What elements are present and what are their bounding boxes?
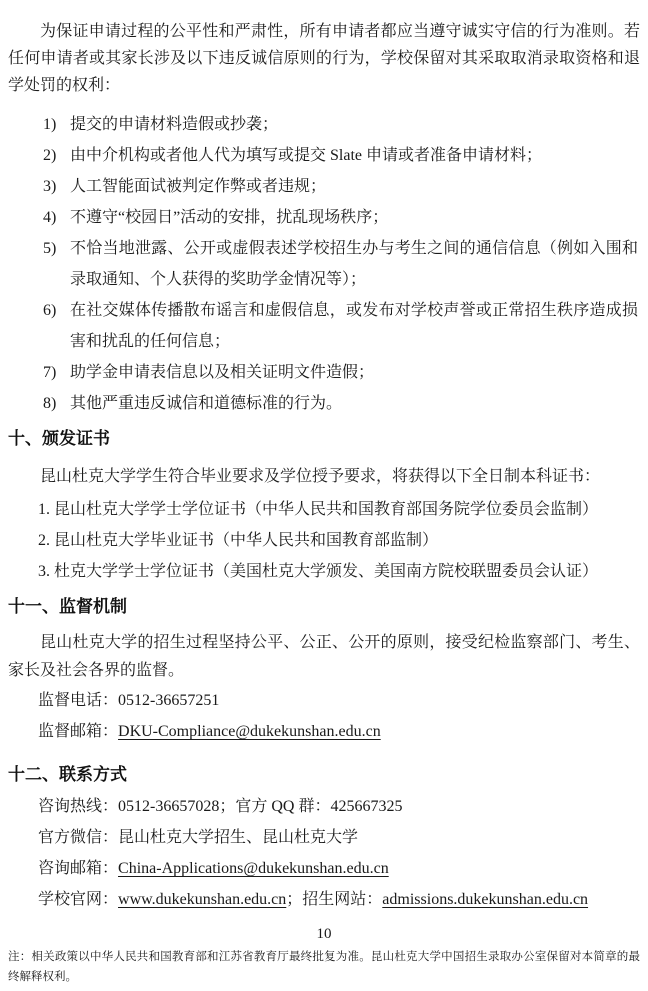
- violation-number: 3): [43, 178, 57, 195]
- contact-wechat-line: [38, 822, 640, 853]
- supervision-email-label: 监督邮箱：: [38, 723, 119, 740]
- violation-number: 6): [43, 302, 57, 319]
- contact-hotline-line: [38, 791, 640, 822]
- violation-item: [8, 357, 640, 388]
- violation-number: 4): [43, 209, 57, 226]
- contact-qq-value: 425667325: [330, 798, 403, 815]
- violation-item: [8, 233, 640, 295]
- contact-website-label: 学校官网：: [38, 891, 119, 908]
- contact-email-line: [38, 853, 640, 884]
- violation-item: [8, 140, 640, 171]
- supervision-intro: 昆山杜克大学的招生过程坚持公平、公正、公开的原则，接受纪检监察部门、考生、家长及社会各界的监督。: [8, 634, 640, 679]
- footnote: 注：相关政策以中华人民共和国教育部和江苏省教育厅最终批复为准。昆山杜克大学中国招生录取办公室保留对本简章的最终解释权利。: [8, 951, 640, 983]
- contact-email-link[interactable]: China-Applications@dukekunshan.edu.cn: [118, 860, 389, 877]
- supervision-email-link[interactable]: DKU-Compliance@dukekunshan.edu.cn: [118, 723, 381, 740]
- violation-text: 人工智能面试被判定作弊或者违规；: [70, 178, 327, 195]
- supervision-phone-value: 0512-36657251: [118, 692, 220, 709]
- section-heading-supervision: 十一、监督机制: [8, 597, 127, 616]
- contact-admissions-label: ；招生网站：: [286, 891, 383, 908]
- violation-list: [8, 109, 640, 419]
- contact-qq-label: ；官方 QQ 群：: [219, 798, 331, 815]
- contact-wechat-label: 官方微信：: [38, 829, 119, 846]
- violation-number: 5): [43, 240, 57, 257]
- violation-item: [8, 295, 640, 357]
- contact-email-label: 咨询邮箱：: [38, 860, 119, 877]
- violation-text: 助学金申请表信息以及相关证明文件造假；: [70, 364, 375, 381]
- supervision-phone-label: 监督电话：: [38, 692, 119, 709]
- certificate-item: 3. 杜克大学学士学位证书（美国杜克大学颁发、美国南方院校联盟委员会认证）: [38, 563, 599, 580]
- supervision-email-line: [38, 716, 640, 747]
- contact-hotline-value: 0512-36657028: [118, 798, 220, 815]
- violation-text: 在社交媒体传播散布谣言和虚假信息，或发布对学校声誉或正常招生秩序造成损害和扰乱的任何信息；: [70, 302, 638, 350]
- contact-website-link[interactable]: www.dukekunshan.edu.cn: [118, 891, 287, 908]
- violation-item: [8, 171, 640, 202]
- contact-admissions-link[interactable]: admissions.dukekunshan.edu.cn: [382, 891, 589, 908]
- violation-text: 提交的申请材料造假或抄袭；: [70, 116, 279, 133]
- certificate-item: 2. 昆山杜克大学毕业证书（中华人民共和国教育部监制）: [38, 532, 439, 549]
- contact-hotline-label: 咨询热线：: [38, 798, 119, 815]
- contact-website-line: [38, 884, 640, 915]
- violation-number: 1): [43, 116, 57, 133]
- violation-text: 其他严重违反诚信和道德标准的行为。: [70, 395, 343, 412]
- contact-wechat-value: 昆山杜克大学招生、昆山杜克大学: [118, 829, 359, 846]
- violation-item: [8, 388, 640, 419]
- certificates-intro: 昆山杜克大学学生符合毕业要求及学位授予要求，将获得以下全日制本科证书：: [40, 468, 601, 485]
- violation-item: [8, 109, 640, 140]
- integrity-intro-paragraph: 为保证申请过程的公平性和严肃性，所有申请者都应当遵守诚实守信的行为准则。若任何申请者或其家长涉及以下违反诚信原则的行为，学校保留对其采取取消录取资格和退学处罚的权利：: [8, 23, 640, 94]
- section-heading-certificates: 十、颁发证书: [8, 429, 110, 448]
- violation-text: 不恰当地泄露、公开或虚假表述学校招生办与考生之间的通信信息（例如入围和录取通知、个人获得的奖助学金情况等）；: [70, 240, 638, 288]
- supervision-phone-line: [38, 685, 640, 716]
- violation-text: 不遵守“校园日”活动的安排，扰乱现场秩序；: [70, 209, 389, 226]
- violation-number: 2): [43, 147, 57, 164]
- violation-number: 7): [43, 364, 57, 381]
- section-heading-contact: 十二、联系方式: [8, 765, 127, 784]
- violation-item: [8, 202, 640, 233]
- page-number: 10: [316, 926, 332, 942]
- certificate-item: 1. 昆山杜克大学学士学位证书（中华人民共和国教育部国务院学位委员会监制）: [38, 501, 599, 518]
- violation-number: 8): [43, 395, 57, 412]
- violation-text: 由中介机构或者他人代为填写或提交 Slate 申请或者准备申请材料；: [70, 147, 542, 164]
